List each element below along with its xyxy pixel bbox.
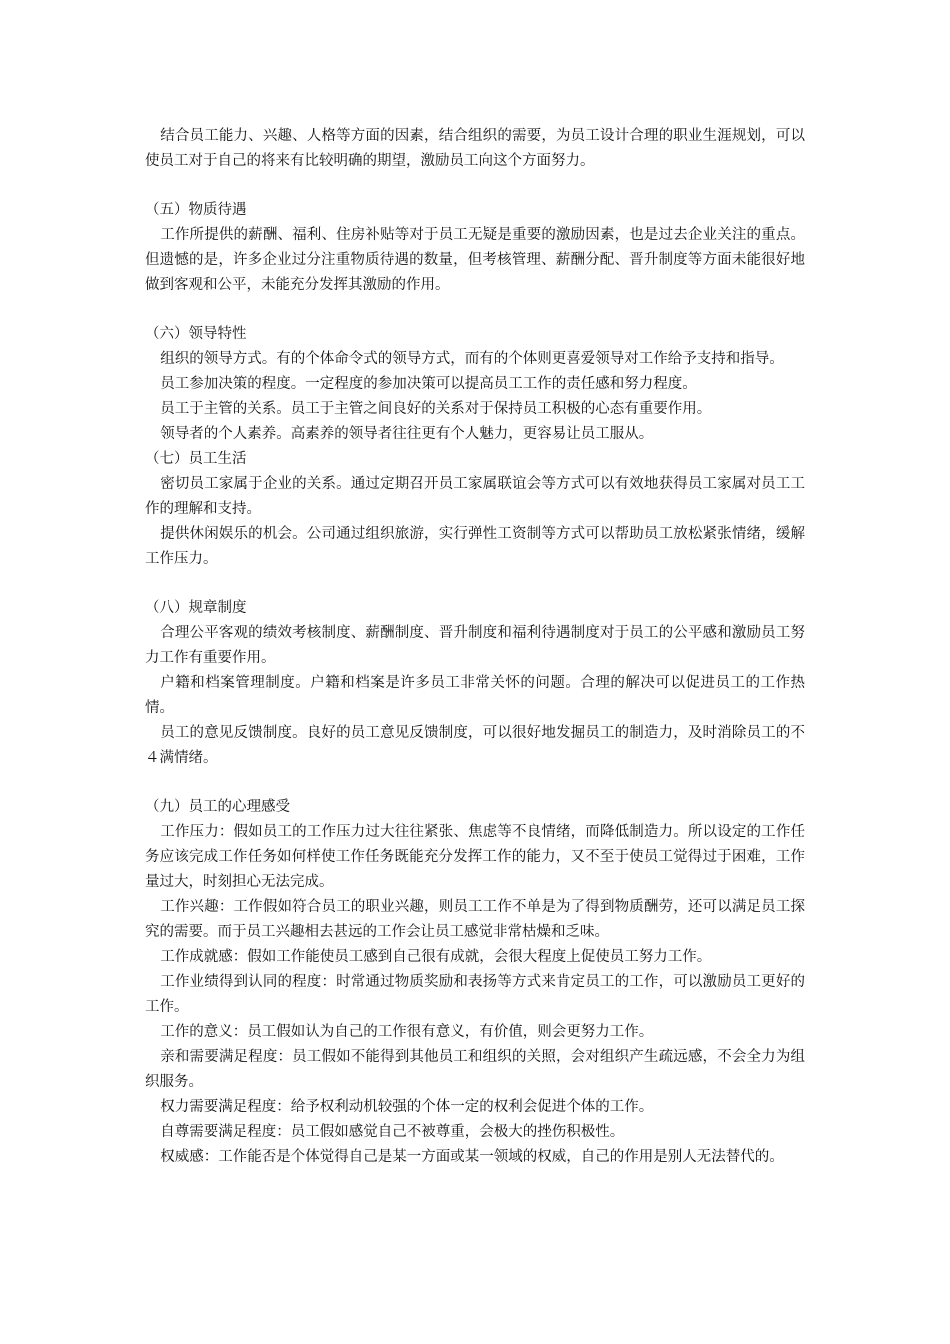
paragraph: 提供休闲娱乐的机会。公司通过组织旅游，实行弹性工资制等方式可以帮助员工放松紧张情绪，缓解工作压力。 xyxy=(145,526,805,567)
paragraph: 密切员工家属于企业的关系。通过定期召开员工家属联谊会等方式可以有效地获得员工家属对员工工作的理解和支持。 xyxy=(145,476,805,517)
paragraph: 工作成就感：假如工作能使员工感到自己很有成就，会很大程度上促使员工努力工作。 xyxy=(160,949,712,965)
paragraph: 工作业绩得到认同的程度：时常通过物质奖励和表扬等方式来肯定员工的工作，可以激励员工更好的工作。 xyxy=(145,974,805,1015)
paragraph: 组织的领导方式。有的个体命令式的领导方式，而有的个体则更喜爱领导对工作给予支持和指导。 xyxy=(160,351,784,367)
section-material-treatment xyxy=(145,198,805,298)
paragraph: 工作所提供的薪酬、福利、住房补贴等对于员工无疑是重要的激励因素，也是过去企业关注的重点。但遗憾的是，许多企业过分注重物质待遇的数量，但考核管理、薪酬分配、晋升制度等方面未能很好地做到客观和公平，未能充分发挥其激励的作用。 xyxy=(145,227,805,293)
paragraph: 结合员工能力、兴趣、人格等方面的因素，结合组织的需要，为员工设计合理的职业生涯规划，可以使员工对于自己的将来有比较明确的期望，激励员工向这个方面努力。 xyxy=(145,128,805,169)
section-leadership xyxy=(145,322,805,447)
section-heading: （八）规章制度 xyxy=(145,600,247,616)
paragraph: 工作兴趣：工作假如符合员工的职业兴趣，则员工工作不单是为了得到物质酬劳，还可以满足员工探究的需要。而于员工兴趣相去甚远的工作会让员工感觉非常枯燥和乏味。 xyxy=(145,899,805,940)
section-heading: （五）物质待遇 xyxy=(145,202,247,218)
section-psychological-feelings xyxy=(145,795,805,1170)
section-career-planning xyxy=(145,124,805,174)
section-heading: （九）员工的心理感受 xyxy=(145,799,290,815)
section-employee-life xyxy=(145,447,805,572)
section-regulations xyxy=(145,596,805,771)
paragraph: 员工于主管的关系。员工于主管之间良好的关系对于保持员工积极的心态有重要作用。 xyxy=(160,401,712,417)
paragraph: 户籍和档案管理制度。户籍和档案是许多员工非常关怀的问题。合理的解决可以促进员工的工作热情。 xyxy=(145,675,805,716)
paragraph: 工作压力：假如员工的工作压力过大往往紧张、焦虑等不良情绪，而降低制造力。所以设定的工作任务应该完成工作任务如何样使工作任务既能充分发挥工作的能力，又不至于使员工觉得过于困难，工作量过大，时刻担心无法完成。 xyxy=(145,824,805,890)
paragraph: 员工参加决策的程度。一定程度的参加决策可以提高员工工作的责任感和努力程度。 xyxy=(160,376,697,392)
paragraph: 领导者的个人素养。高素养的领导者往往更有个人魅力，更容易让员工服从。 xyxy=(160,426,654,442)
paragraph: 自尊需要满足程度：员工假如感觉自己不被尊重，会极大的挫伤积极性。 xyxy=(160,1124,625,1140)
paragraph: 工作的意义：员工假如认为自己的工作很有意义，有价值，则会更努力工作。 xyxy=(160,1024,654,1040)
document-page xyxy=(145,124,805,1170)
paragraph: 员工的意见反馈制度。良好的员工意见反馈制度，可以很好地发掘员工的制造力，及时消除员工的不４满情绪。 xyxy=(145,725,805,766)
section-heading: （七）员工生活 xyxy=(145,451,247,467)
paragraph: 权威感：工作能否是个体觉得自己是某一方面或某一领域的权威，自己的作用是别人无法替代的。 xyxy=(160,1149,784,1165)
paragraph: 权力需要满足程度：给予权利动机较强的个体一定的权利会促进个体的工作。 xyxy=(160,1099,654,1115)
paragraph: 亲和需要满足程度：员工假如不能得到其他员工和组织的关照，会对组织产生疏远感，不会全力为组织服务。 xyxy=(145,1049,805,1090)
section-heading: （六）领导特性 xyxy=(145,326,247,342)
paragraph: 合理公平客观的绩效考核制度、薪酬制度、晋升制度和福利待遇制度对于员工的公平感和激励员工努力工作有重要作用。 xyxy=(145,625,805,666)
